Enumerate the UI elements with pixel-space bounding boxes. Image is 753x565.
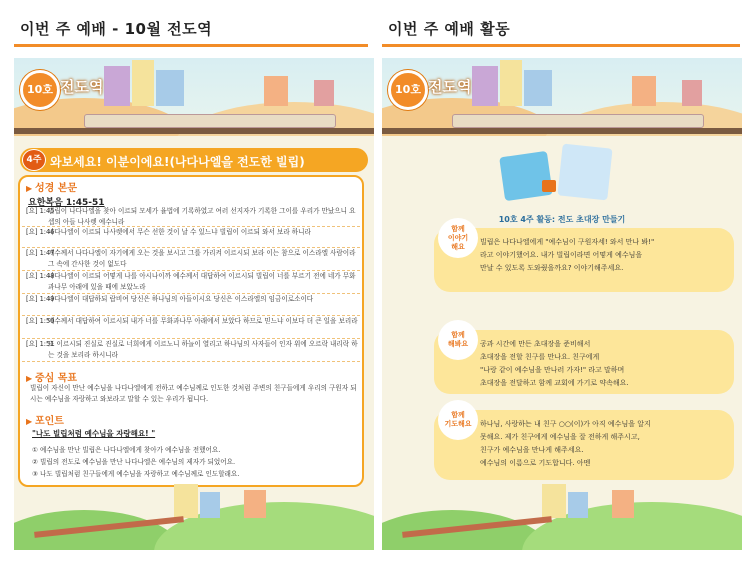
goal-text: 빌립이 자신이 만난 예수님을 나다나엘에게 전하고 예수님께로 인도한 것처럼 주변의 친구들에게 우리의 구원자 되시는 예수님을 자랑하고 와보라고 말할 수 있는 우리가 됩니다.	[30, 384, 357, 403]
section-point: ▶ 포인트	[26, 412, 64, 427]
banner-title: 전도역	[60, 78, 104, 96]
verse-text: 빌립이 나다나엘을 찾아 이르되 모세가 율법에 기록하였고 여러 선지자가 기록한 그이를 우리가 만났으니 요셉의 아들 나사렛 예수니라	[48, 207, 356, 226]
rail-track	[382, 128, 742, 134]
right-page	[382, 58, 742, 550]
rail-track	[14, 128, 374, 134]
house	[244, 490, 266, 518]
footer-scene	[14, 480, 374, 550]
bubble-label-line: 함께	[451, 411, 465, 419]
town-banner	[14, 58, 374, 136]
left-header	[14, 0, 368, 48]
bubble-text-line: "나랑 같이 예수님을 만나러 가자!" 라고 말하며	[480, 366, 625, 374]
invitation-card	[499, 151, 553, 201]
bubble-label-line: 함께	[451, 224, 465, 233]
house	[500, 60, 522, 106]
bubble-label-circle	[438, 218, 478, 258]
bubble-label-line: 기도해요	[444, 420, 472, 428]
house	[472, 66, 498, 106]
issue-badge: 10호	[388, 70, 428, 110]
house	[612, 490, 634, 518]
issue-badge: 10호	[20, 70, 60, 110]
left-page	[14, 58, 374, 550]
verse-text: 나다나엘이 대답하되 랍비여 당신은 하나님의 아들이시요 당신은 이스라엘의 임금이로소이다	[48, 295, 314, 303]
bubble-text-line: 초대장을 전달하고 함께 교회에 가기로 약속해요.	[480, 379, 629, 387]
bubble-text-line: 못해요. 제가 친구에게 예수님을 잘 전하게 해주시고,	[480, 433, 640, 441]
section-goal: ▶ 중심 목표	[26, 369, 77, 384]
verse-row	[26, 227, 360, 249]
verse-number: [요] 1:45	[26, 207, 55, 215]
bubble-label-circle	[438, 400, 478, 440]
right-header-title: 이번 주 예배 활동	[388, 20, 511, 38]
right-header	[382, 0, 740, 48]
bubble-text-line: 라고 이야기했어요. 내가 빌립이라면 어떻게 예수님을	[480, 251, 643, 259]
verse-row	[26, 294, 360, 316]
bubble-text-line: 만날 수 있도록 도와줬을까요? 이야기해주세요.	[480, 264, 624, 272]
house	[174, 484, 198, 518]
bubble-text-line: 초대장을 전할 친구를 만나요. 친구에게	[480, 353, 600, 361]
verse-text: 나다나엘이 이르되 나사렛에서 무슨 선한 것이 날 수 있느냐 빌립이 이르되 와서 보라 하니라	[48, 228, 311, 236]
bubble-text-line: 공과 시간에 만든 초대장을 준비해서	[480, 340, 591, 348]
section-scripture: ▶ 성경 본문	[26, 179, 77, 194]
house	[200, 492, 220, 518]
verse-number: [요] 1:50	[26, 317, 55, 325]
verse-row	[26, 206, 360, 228]
train	[452, 114, 704, 128]
bubble-text-line: 친구가 예수님을 만나게 해주세요.	[480, 446, 584, 454]
left-header-rule	[14, 44, 368, 47]
week-badge: 4주	[22, 149, 46, 171]
verse-number: [요] 1:47	[26, 249, 55, 257]
train	[84, 114, 336, 128]
verse-text: 예수께서 나다나엘이 자기에게 오는 것을 보시고 그를 가리켜 이르시되 보라 이는 참으로 이스라엘 사람이라 그 속에 간사한 것이 없도다	[48, 249, 356, 268]
left-header-title: 이번 주 예배 - 10월 전도역	[20, 20, 213, 38]
point-item: ③ 나도 빌립처럼 친구들에게 예수님을 자랑하고 예수님께로 인도할래요.	[32, 470, 240, 478]
verse-number: [요] 1:46	[26, 228, 55, 236]
verse-number: [요] 1:49	[26, 295, 55, 303]
footer-scene	[382, 480, 742, 550]
house	[542, 484, 566, 518]
bubble-label-circle	[438, 320, 478, 360]
house	[156, 70, 184, 106]
bubble-label-line: 해요	[451, 242, 465, 251]
house	[314, 80, 334, 106]
bubble-text-line: 빌립은 나다나엘에게 "예수님이 구원자세! 와서 만나 봐!"	[480, 238, 655, 246]
verse-text: 나다나엘이 이르되 어떻게 나를 아시나이까 예수께서 대답하여 이르시되 빌립이 너를 부르기 전에 네가 무화과나무 아래에 있을 때에 보았노라	[48, 272, 356, 291]
week-title: 와보세요! 이분이에요!(나다나엘을 전도한 빌립)	[50, 155, 305, 169]
town-banner	[382, 58, 742, 136]
bubble-label-line: 함께	[451, 331, 465, 339]
house	[132, 60, 154, 106]
invitation-card-image	[502, 144, 614, 204]
bubble-text-line: 하나님, 사랑하는 내 친구 ○○(이)가 아직 예수님을 알지	[480, 420, 651, 428]
verse-row	[26, 248, 360, 270]
house	[524, 70, 552, 106]
bubble-label-line: 이야기	[447, 233, 469, 242]
activity-title: 10호 4주 활동: 전도 초대장 만들기	[498, 215, 626, 224]
bubble-label-line: 해봐요	[447, 340, 469, 348]
house	[264, 76, 288, 106]
verse-divider	[22, 361, 360, 362]
verse-text: 또 이르시되 진실로 진실로 너희에게 이르노니 하늘이 열리고 하나님의 사자들이 인자 위에 오르락 내리락 하는 것을 보리라 하시니라	[48, 340, 358, 359]
house	[632, 76, 656, 106]
scripture-reference: 요한복음 1:45-51	[28, 198, 105, 208]
invitation-card	[557, 144, 612, 201]
banner-title: 전도역	[428, 78, 472, 96]
point-headline: "나도 빌립처럼 예수님을 자랑해요! "	[32, 429, 156, 438]
bubble-text-line: 예수님의 이름으로 기도합니다. 아멘	[480, 459, 591, 467]
verse-text: 예수께서 대답하여 이르시되 내가 너를 무화과나무 아래에서 보았다 하므로 믿느냐 이보다 더 큰 일을 보리라	[48, 317, 358, 325]
house	[104, 66, 130, 106]
right-header-rule	[382, 44, 740, 47]
house	[682, 80, 702, 106]
house	[568, 492, 588, 518]
verse-number: [요] 1:51	[26, 340, 55, 348]
point-item: ① 예수님을 만난 빌립은 나다나엘에게 찾아가 예수님을 전했어요.	[32, 446, 221, 454]
invitation-card	[542, 180, 556, 192]
verse-row	[26, 316, 360, 338]
verse-row	[26, 271, 360, 293]
verse-number: [요] 1:48	[26, 272, 55, 280]
point-item: ② 빌립의 전도로 예수님을 만난 나다나엘은 예수님의 제자가 되었어요.	[32, 458, 236, 466]
verse-row	[26, 339, 360, 361]
